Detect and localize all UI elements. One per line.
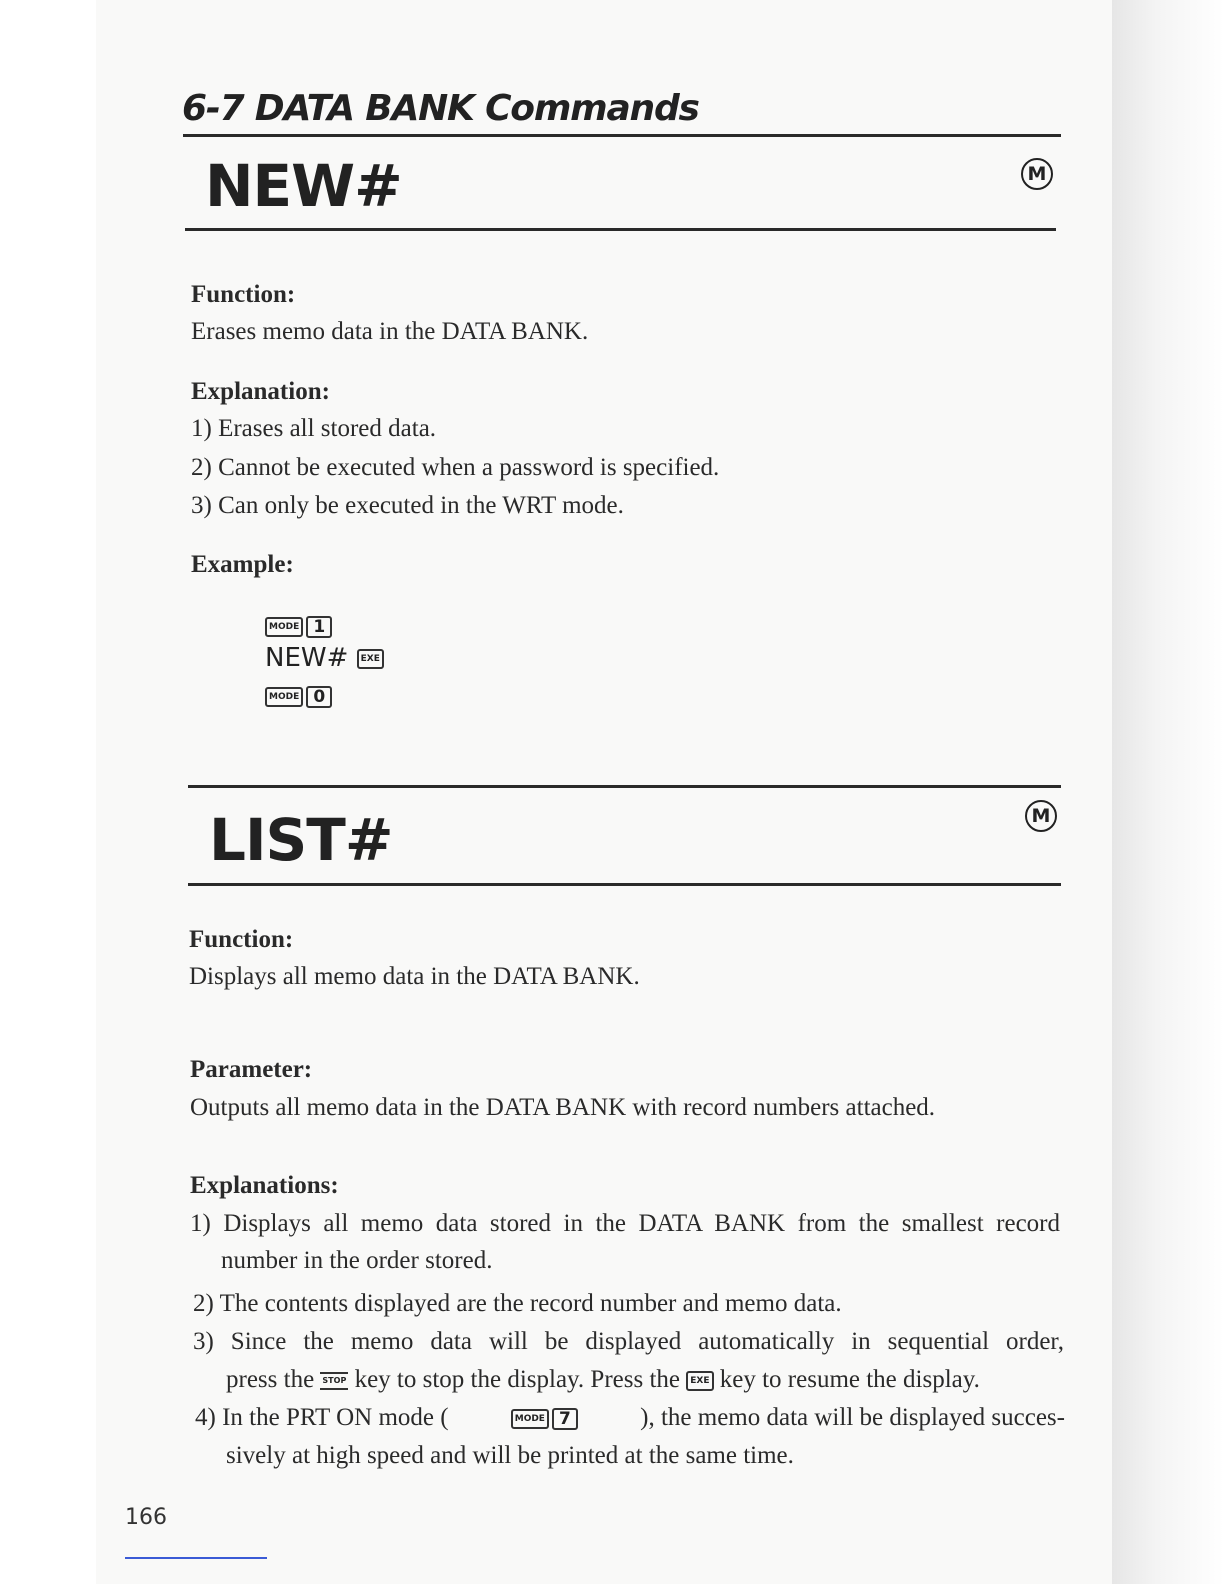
new-function-label: Function: [191, 281, 296, 308]
page-margin-right [1112, 0, 1224, 1584]
key-1-icon: 1 [306, 616, 332, 638]
list-function-label: Function: [189, 926, 294, 953]
new-example-label: Example: [191, 551, 294, 578]
stop-key-icon: STOP [320, 1372, 348, 1390]
example-line-3 [265, 681, 332, 711]
list-parameter-text: Outputs all memo data in the DATA BANK with record numbers attached. [190, 1094, 936, 1121]
new-title-rule [185, 228, 1056, 231]
mode-key-icon: MODE [511, 1409, 549, 1429]
key-0-icon: 0 [306, 686, 332, 708]
new-mode-badge-icon: M [1021, 158, 1053, 190]
exp4-end: ), the memo data will be displayed succes- [640, 1404, 1065, 1431]
list-parameter-label: Parameter: [190, 1056, 313, 1083]
new-explanation-3: 3) Can only be executed in the WRT mode. [191, 492, 624, 519]
new-explanation-1: 1) Erases all stored data. [191, 415, 437, 442]
page-number: 166 [125, 1505, 167, 1530]
section-title: 6-7 DATA BANK Commands [182, 88, 699, 129]
list-explanation-4-line-2: sively at high speed and will be printed at the same time. [226, 1442, 794, 1469]
exp3-press-the: press the [226, 1366, 315, 1393]
page-margin-left [0, 0, 96, 1584]
new-explanation-2: 2) Cannot be executed when a password is specified. [191, 454, 720, 481]
new-command-title: NEW# [205, 152, 402, 220]
list-command-title: LIST# [209, 806, 393, 874]
example-line-2 [265, 643, 384, 673]
exe-key-icon: EXE [357, 649, 384, 669]
list-explanation-2: 2) The contents displayed are the record number and memo data. [193, 1290, 842, 1317]
list-explanations-label: Explanations: [190, 1172, 339, 1199]
exp4-start: 4) In the PRT ON mode ( [195, 1404, 449, 1431]
exe-key-icon: EXE [686, 1371, 713, 1391]
exp4-keys [511, 1404, 578, 1432]
mode-key-icon: MODE [265, 617, 303, 637]
example-command: NEW# [265, 643, 349, 673]
list-title-rule [188, 883, 1061, 886]
exp3-mid: key to stop the display. Press the [354, 1366, 680, 1393]
list-explanation-1-line-1: 1) Displays all memo data stored in the DATA BANK from the smallest record [190, 1210, 1060, 1237]
mode-key-icon: MODE [265, 687, 303, 707]
list-top-rule [188, 785, 1061, 788]
list-explanation-4-line-1 [195, 1404, 1065, 1432]
section-title-rule [183, 134, 1061, 137]
example-line-1 [265, 611, 332, 641]
new-function-text: Erases memo data in the DATA BANK. [191, 318, 589, 345]
list-mode-badge-icon: M [1025, 800, 1057, 832]
new-explanation-label: Explanation: [191, 378, 330, 405]
key-7-icon: 7 [552, 1408, 578, 1430]
list-explanation-3-line-2 [226, 1366, 980, 1394]
bottom-underline [125, 1557, 267, 1559]
exp3-end: key to resume the display. [719, 1366, 980, 1393]
list-explanation-3-line-1: 3) Since the memo data will be displayed automatically in sequential order, [193, 1328, 1064, 1355]
list-explanation-1-line-2: number in the order stored. [221, 1247, 493, 1274]
list-function-text: Displays all memo data in the DATA BANK. [189, 963, 640, 990]
